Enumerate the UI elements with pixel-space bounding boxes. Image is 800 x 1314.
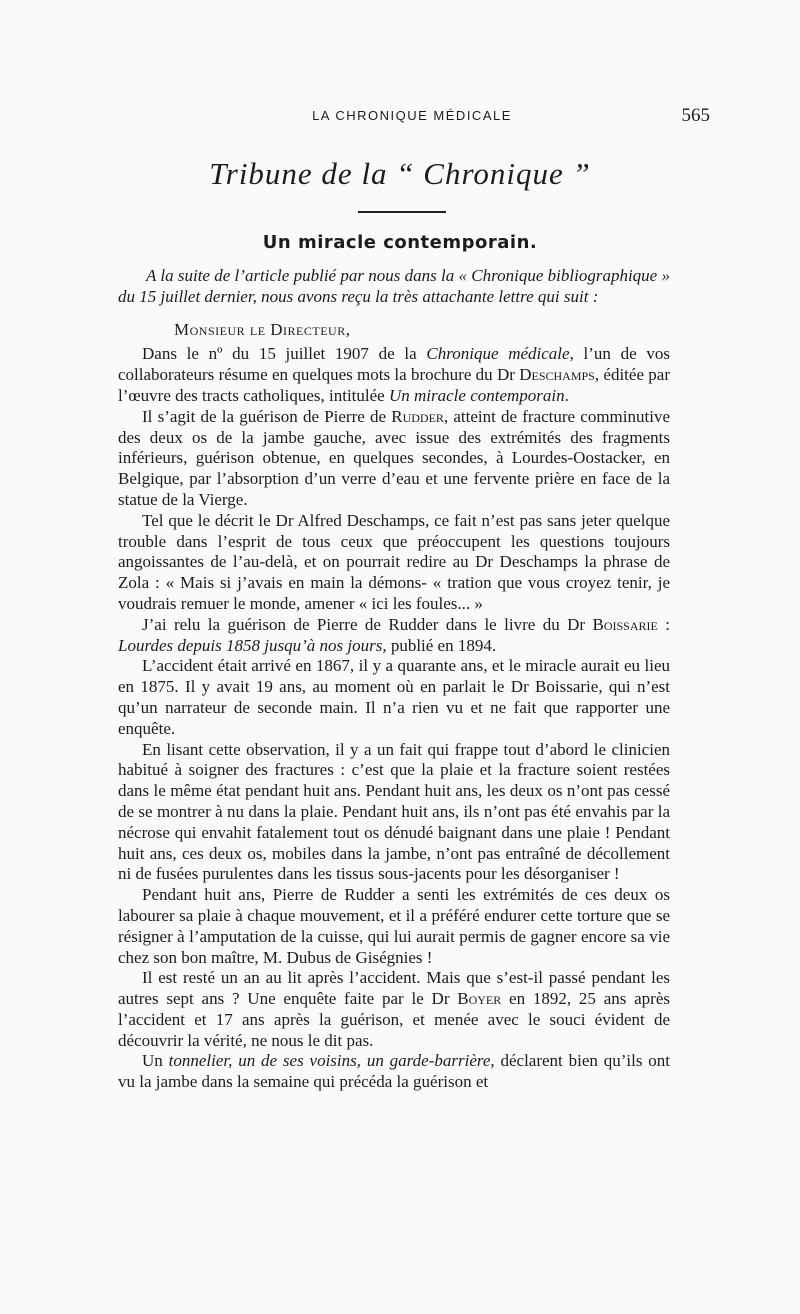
article-body xyxy=(118,266,670,1093)
paragraph-2 xyxy=(118,407,670,511)
article-title: Un miracle contemporain. xyxy=(262,232,538,253)
text-run: J’ai relu la guérison de Pierre de Rudder dans le livre du Dr xyxy=(142,614,593,634)
text-run: , éditée par l’œuvre des tracts catholiques, intitulée xyxy=(118,365,670,405)
text-run: , déclarent bien qu’ils ont vu la jambe dans la semaine qui précéda la guérison et xyxy=(118,1051,671,1092)
paragraph-6: En lisant cette observation, il y a un fait qui frappe tout d’abord le clinicien habitué à soigner des fractures : c’est que la plaie et la fracture soient restées dans le même état pendant huit ans. Pendant huit ans, les deux os n’ont pas cessé de se montrer à nu dans la plaie. Pendant huit ans, ils n’ont pas été envahis par la nécrose qui envahit fatalement tout os dénudé baignant dans une plaie ! Pendant huit ans, ces deux os, mobiles dans la jambe, n’ont pas entraîné de décollement ni de fusées purulentes dans les tissus sous-jacents pour les désorganiser ! xyxy=(118,739,670,884)
text-run: Il s’agit de la guérison de Pierre de xyxy=(142,406,392,426)
page-number: 565 xyxy=(681,105,710,126)
book-title: Lourdes depuis 1858 jusqu’à nos jours xyxy=(118,635,383,655)
text-run: . xyxy=(564,385,569,405)
paragraph-4 xyxy=(118,615,670,657)
text-run: , atteint de fracture comminutive des deux os de la jambe gauche, avec issue des extrémités des fragments inférieurs, guérison obtenue, en quelques secondes, à Lourdes-Oostacker, en Belgique, par l’absorption d’un verre d’eau et une fervente prière en face de la statue de la Vierge. xyxy=(118,406,670,509)
journal-name: Chronique médicale xyxy=(426,344,570,364)
page-header xyxy=(112,105,712,130)
author-name: Deschamps xyxy=(519,365,595,385)
witness-list: tonnelier, un de ses voisins, un garde-barrière xyxy=(168,1051,491,1071)
text-run: Dans le nº du 15 juillet 1907 de la xyxy=(142,344,427,364)
paragraph-8 xyxy=(118,968,670,1051)
paragraph-5: L’accident était arrivé en 1867, il y a quarante ans, et le miracle aurait eu lieu en 1875. Il y avait 19 ans, au moment où en parlait le Dr Boissarie, qui n’est qu’un narrateur de seconde main. Il n’a rien vu et ne fait que rapporter une enquête. xyxy=(118,656,670,738)
author-name: Boyer xyxy=(457,989,502,1009)
intro-paragraph: A la suite de l’article publié par nous dans la « Chronique bibliographique » du 15 juillet dernier, nous avons reçu la très attachante lettre qui suit : xyxy=(118,266,670,306)
text-run: Il est resté un an au lit après l’accident. Mais que s’est-il passé pendant les autres sept ans ? Une enquête faite par le Dr xyxy=(118,968,670,1009)
paragraph-3: Tel que le décrit le Dr Alfred Deschamps, ce fait n’est pas sans jeter quelque trouble dans l’esprit de tous ceux que préoccupent les questions toujours angoissantes de l’au-delà, et on pourrait redire au Dr Deschamps la phrase de Zola : « Mais si j’avais en main la démons- « tration que vous croyez tenir, je voudrais remuer le monde, amener « ici les foules... » xyxy=(118,510,670,613)
text-run: , l’un de vos collaborateurs résume en quelques mots la brochure du Dr xyxy=(118,344,671,385)
running-title: LA CHRONIQUE MÉDICALE xyxy=(312,108,512,123)
text-run: , publié en 1894. xyxy=(382,635,497,655)
author-name: Boissarie xyxy=(592,614,658,634)
paragraph-1 xyxy=(118,344,670,406)
person-name: Rudder xyxy=(391,406,444,426)
paragraph-7: Pendant huit ans, Pierre de Rudder a senti les extrémités de ces deux os labourer sa plaie à chaque mouvement, et il a préféré endurer cette torture que se résigner à l’amputation de la cuisse, qui lui aurait permis de gagner encore sa vie chez son bon maître, M. Dubus de Giségnies ! xyxy=(118,885,670,967)
section-title: Tribune de la “ Chronique ” xyxy=(209,156,591,191)
title-divider xyxy=(358,211,446,213)
text-run: en 1892, 25 ans après l’accident et 17 ans après la guérison, et menée avec le souci évident de découvrir la vérité, ne nous le dit pas. xyxy=(118,989,670,1050)
text-run: : xyxy=(657,614,670,634)
paragraph-9 xyxy=(118,1051,670,1093)
salutation: Monsieur le Directeur, xyxy=(174,319,351,339)
brochure-title: Un miracle contemporain xyxy=(388,385,565,405)
text-run: Un xyxy=(142,1051,169,1071)
